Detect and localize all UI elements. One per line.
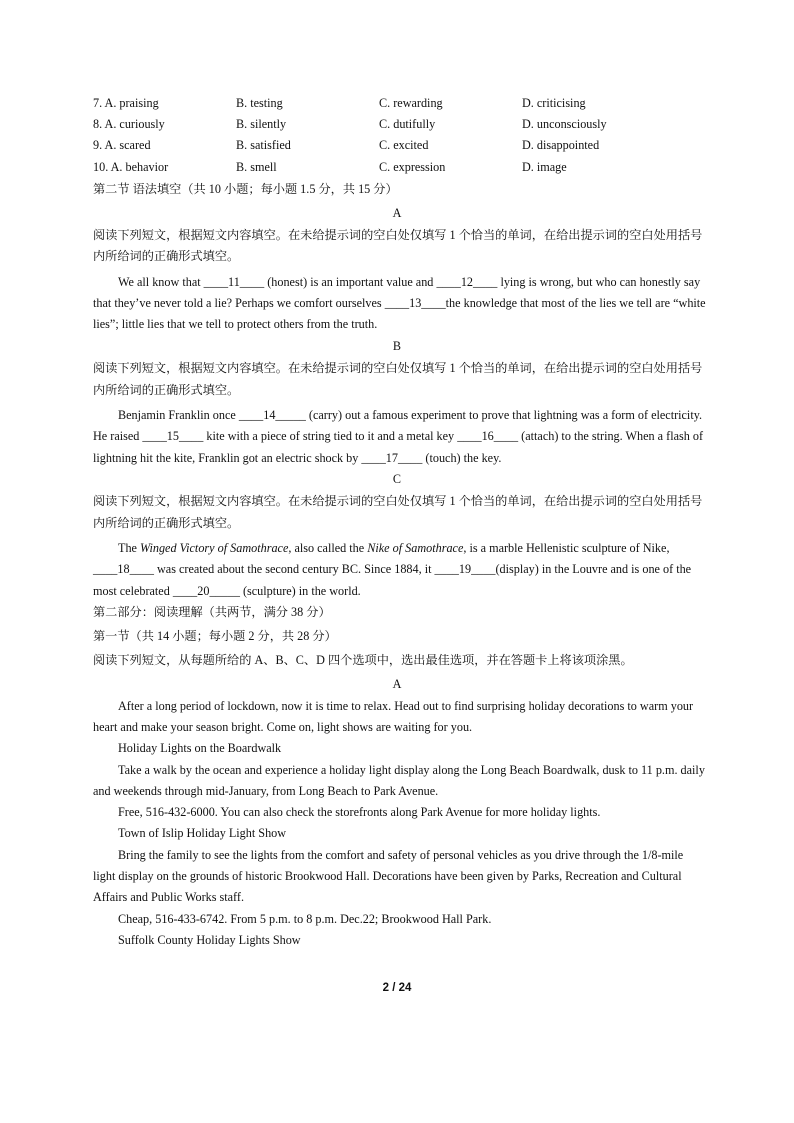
- event-1-info: Free, 516-432-6000. You can also check the storefronts along Park Avenue for more holiday lights.: [118, 805, 601, 819]
- option-d: D. criticising: [522, 96, 586, 110]
- option-b: B. silently: [236, 117, 287, 131]
- option-c: C. expression: [379, 160, 446, 174]
- passage-b-line-3: [93, 450, 713, 466]
- text: lightning hit the kite, Franklin got an electric shock by: [93, 451, 362, 465]
- event-2-line-1: Bring the family to see the lights from the comfort and safety of personal vehicles as you drive through the 1/8-mile: [118, 848, 684, 862]
- text: (display) in the Louvre and is one of the: [495, 562, 692, 576]
- artwork-alt-title: Nike of Samothrace: [367, 541, 464, 555]
- event-1-line-1: Take a walk by the ocean and experience a holiday light display along the Long Beach Boardwalk, dusk to 11 p.m. daily: [118, 763, 705, 777]
- option-b: B. satisfied: [236, 138, 291, 152]
- text: , is a marble Hellenistic sculpture of Nike,: [463, 541, 670, 555]
- event-1-line-2: and weekends through mid-January, from Long Beach to Park Avenue.: [93, 784, 439, 798]
- blank-14[interactable]: ____14_____: [238, 408, 306, 422]
- blank-19[interactable]: ____19____: [434, 562, 496, 576]
- section1-heading: 第一节（共 14 小题；每小题 2 分，共 28 分）: [93, 629, 337, 643]
- blank-18[interactable]: ____18____: [93, 562, 154, 576]
- instruction-line-1: 阅读下列短文，根据短文内容填空。在未给提示词的空白处仅填写 1 个恰当的单词，在给出提示词的空白处用括号: [93, 494, 703, 508]
- reading-intro-2: heart and make your season bright. Come on, light shows are waiting for you.: [93, 720, 473, 734]
- artwork-title: Winged Victory of Samothrace: [140, 541, 289, 555]
- option-a: 7. A. praising: [93, 96, 159, 110]
- text: (carry) out a famous experiment to prove that lightning was a form of electricity.: [305, 408, 703, 422]
- text: He raised: [93, 429, 143, 443]
- event-2-line-3: Affairs and Public Works staff.: [93, 890, 245, 904]
- text: was created about the second century BC. Since 1884, it: [153, 562, 435, 576]
- text: (attach) to the string. When a flash of: [518, 429, 704, 443]
- passage-b-letter: B: [392, 339, 402, 353]
- reading-intro-1: After a long period of lockdown, now it is time to relax. Head out to find surprising holiday decorations to warm your: [118, 699, 694, 713]
- option-d: D. disappointed: [522, 138, 600, 152]
- passage-c-letter: C: [392, 472, 402, 486]
- text: We all know that: [118, 275, 204, 289]
- text: (sculpture) in the world.: [239, 584, 361, 598]
- text: lying is wrong, but who can honestly say: [497, 275, 701, 289]
- text: that they’ve never told a lie? Perhaps we comfort ourselves: [93, 296, 385, 310]
- passage-c-line-1: [118, 540, 738, 556]
- passage-c-line-2: [93, 561, 713, 577]
- blank-15[interactable]: ____15____: [142, 429, 204, 443]
- option-b: B. testing: [236, 96, 283, 110]
- blank-13[interactable]: ____13____: [384, 296, 446, 310]
- event-heading-2: Town of Islip Holiday Light Show: [118, 826, 287, 840]
- blank-12[interactable]: ____12____: [436, 275, 498, 289]
- option-b: B. smell: [236, 160, 277, 174]
- text: the knowledge that most of the lies we tell are “white: [445, 296, 706, 310]
- reading-instruction: 阅读下列短文，从每题所给的 A、B、C、D 四个选项中，选出最佳选项，并在答题卡上将该项涂黑。: [93, 653, 633, 667]
- text: most celebrated: [93, 584, 173, 598]
- option-a: 8. A. curiously: [93, 117, 165, 131]
- passage-c-line-3: [93, 583, 713, 599]
- part2-heading: 第二部分：阅读理解（共两节，满分 38 分）: [93, 605, 331, 619]
- option-c: C. excited: [379, 138, 429, 152]
- text: , also called the: [288, 541, 368, 555]
- text: (honest) is an important value and: [264, 275, 437, 289]
- event-2-info: Cheap, 516-433-6742. From 5 p.m. to 8 p.m. Dec.22; Brookwood Hall Park.: [118, 912, 492, 926]
- instruction-line-2: 内所给词的正确形式填空。: [93, 383, 240, 397]
- passage-a-line-3: lies”; little lies that we tell to protect others from the truth.: [93, 317, 378, 331]
- blank-20[interactable]: ____20_____: [172, 584, 240, 598]
- section2-heading: 第二节 语法填空（共 10 小题；每小题 1.5 分，共 15 分）: [93, 182, 398, 196]
- option-c: C. dutifully: [379, 117, 436, 131]
- option-a: 10. A. behavior: [93, 160, 169, 174]
- blank-11[interactable]: ____11____: [203, 275, 265, 289]
- text: kite with a piece of string tied to it and a metal key: [203, 429, 458, 443]
- passage-b-line-2: [93, 428, 713, 444]
- blank-16[interactable]: ____16____: [457, 429, 519, 443]
- option-c: C. rewarding: [379, 96, 443, 110]
- instruction-line-1: 阅读下列短文，根据短文内容填空。在未给提示词的空白处仅填写 1 个恰当的单词，在给出提示词的空白处用括号: [93, 361, 703, 375]
- text: The: [118, 541, 140, 555]
- passage-b-line-1: [118, 407, 738, 423]
- blank-17[interactable]: ____17____: [361, 451, 423, 465]
- reading-a-letter: A: [392, 677, 402, 691]
- instruction-line-2: 内所给词的正确形式填空。: [93, 516, 240, 530]
- option-a: 9. A. scared: [93, 138, 151, 152]
- event-2-line-2: light display on the grounds of historic Brookwood Hall. Decorations have been given by Parks, Recreation and Cultural: [93, 869, 682, 883]
- text: (touch) the key.: [422, 451, 502, 465]
- instruction-line-2: 内所给词的正确形式填空。: [93, 249, 240, 263]
- passage-a-line-2: [93, 295, 713, 311]
- text: Benjamin Franklin once: [118, 408, 239, 422]
- option-d: D. image: [522, 160, 567, 174]
- event-heading-1: Holiday Lights on the Boardwalk: [118, 741, 282, 755]
- passage-a-letter: A: [392, 206, 402, 220]
- instruction-line-1: 阅读下列短文，根据短文内容填空。在未给提示词的空白处仅填写 1 个恰当的单词，在给出提示词的空白处用括号: [93, 228, 703, 242]
- option-d: D. unconsciously: [522, 117, 607, 131]
- passage-a-line-1: [118, 274, 738, 290]
- page-number: 2 / 24: [382, 982, 412, 994]
- event-heading-3: Suffolk County Holiday Lights Show: [118, 933, 301, 947]
